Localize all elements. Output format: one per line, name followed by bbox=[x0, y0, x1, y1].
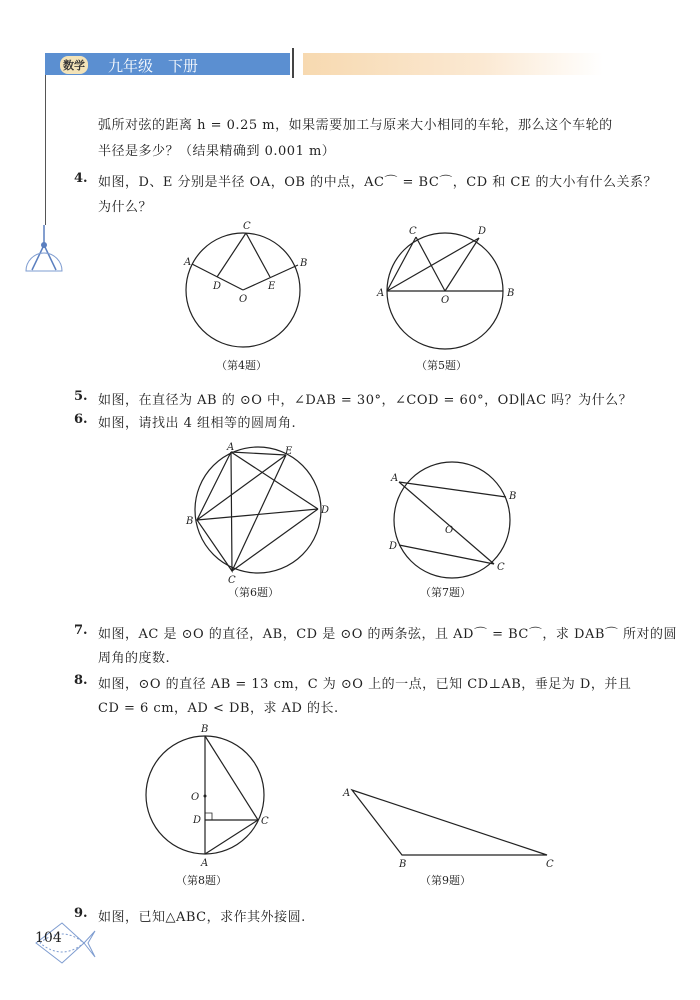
fig5-caption: （第5题） bbox=[416, 359, 467, 372]
q3-text-line2: 半径是多少？（结果精确到 0.001 m） bbox=[98, 144, 336, 159]
fig4-label-b: B bbox=[300, 258, 308, 269]
q6-text-line1: 如图，请找出 4 组相等的圆周角. bbox=[98, 416, 297, 431]
fig4-label-d: D bbox=[213, 281, 222, 292]
fig9-label-c: C bbox=[546, 859, 554, 870]
q8-number: 8. bbox=[74, 673, 88, 688]
q6-number: 6. bbox=[74, 412, 88, 427]
fig4-label-c: C bbox=[243, 221, 251, 232]
fig6-label-d: D bbox=[321, 505, 330, 516]
page-number: 104 bbox=[35, 930, 62, 946]
fig6-label-e: E bbox=[285, 446, 293, 457]
fig9-label-a: A bbox=[343, 788, 351, 799]
grade-title: 九年级 bbox=[108, 57, 154, 75]
q8-text-line2: CD = 6 cm，AD < DB，求 AD 的长. bbox=[98, 701, 339, 716]
q4-text-line2: 为什么？ bbox=[98, 200, 153, 215]
fig8-label-b: B bbox=[201, 724, 209, 735]
figure-5 bbox=[387, 233, 503, 349]
figure-4 bbox=[186, 233, 300, 347]
fig6-label-a: A bbox=[227, 442, 235, 453]
fig5-label-d: D bbox=[478, 226, 487, 237]
fig7-caption: （第7题） bbox=[420, 586, 471, 599]
fig5-label-o: O bbox=[441, 295, 450, 306]
volume-title: 下册 bbox=[168, 57, 199, 75]
fig5-label-c: C bbox=[409, 226, 417, 237]
fig7-label-d: D bbox=[389, 541, 398, 552]
fig7-label-o: O bbox=[445, 525, 454, 536]
figure-7 bbox=[394, 462, 510, 578]
fig9-caption: （第9题） bbox=[420, 874, 471, 887]
q8-text-line1: 如图，⊙O 的直径 AB = 13 cm，C 为 ⊙O 上的一点，已知 CD⊥AB，垂足为 D，并且 bbox=[98, 677, 632, 692]
q5-text-line1: 如图，在直径为 AB 的 ⊙O 中，∠DAB = 30°，∠COD = 60°，OD∥AC 吗？为什么？ bbox=[98, 393, 633, 408]
fig4-label-o: O bbox=[239, 294, 248, 305]
figure-6 bbox=[195, 447, 321, 573]
q9-number: 9. bbox=[74, 906, 88, 921]
fig6-caption: （第6题） bbox=[228, 586, 279, 599]
fig8-caption: （第8题） bbox=[176, 874, 227, 887]
fig8-label-d: D bbox=[193, 815, 202, 826]
fig4-label-e: E bbox=[268, 281, 276, 292]
fig8-label-a: A bbox=[201, 858, 209, 869]
fig6-label-b: B bbox=[186, 516, 194, 527]
q5-number: 5. bbox=[74, 389, 88, 404]
subject-badge: 数学 bbox=[60, 56, 88, 74]
fig9-label-b: B bbox=[399, 859, 407, 870]
q7-text-line2: 周角的度数. bbox=[98, 651, 171, 666]
fig8-label-o: O bbox=[191, 792, 200, 803]
q7-number: 7. bbox=[74, 623, 88, 638]
q4-text-line1: 如图，D、E 分别是半径 OA，OB 的中点，AC⌒ = BC⌒，CD 和 CE 的大小有什么关系？ bbox=[98, 175, 658, 190]
fig5-label-b: B bbox=[507, 288, 515, 299]
fig6-label-c: C bbox=[228, 575, 236, 586]
fig8-label-c: C bbox=[261, 816, 269, 827]
fig4-caption: （第4题） bbox=[216, 359, 267, 372]
fig7-label-b: B bbox=[509, 491, 517, 502]
fig7-label-a: A bbox=[391, 473, 399, 484]
fig7-label-c: C bbox=[497, 562, 505, 573]
figure-9 bbox=[352, 790, 547, 855]
q4-number: 4. bbox=[74, 171, 88, 186]
q3-text-line1: 弧所对弦的距离 h = 0.25 m，如果需要加工与原来大小相同的车轮，那么这个车轮的 bbox=[98, 118, 613, 133]
fig4-label-a: A bbox=[184, 257, 192, 268]
q7-text-line1: 如图，AC 是 ⊙O 的直径，AB，CD 是 ⊙O 的两条弦，且 AD⌒ = BC⌒，求 DAB⌒ 所对的圆 bbox=[98, 627, 678, 642]
fig5-label-a: A bbox=[377, 288, 385, 299]
q9-text-line1: 如图，已知△ABC，求作其外接圆. bbox=[98, 910, 306, 925]
